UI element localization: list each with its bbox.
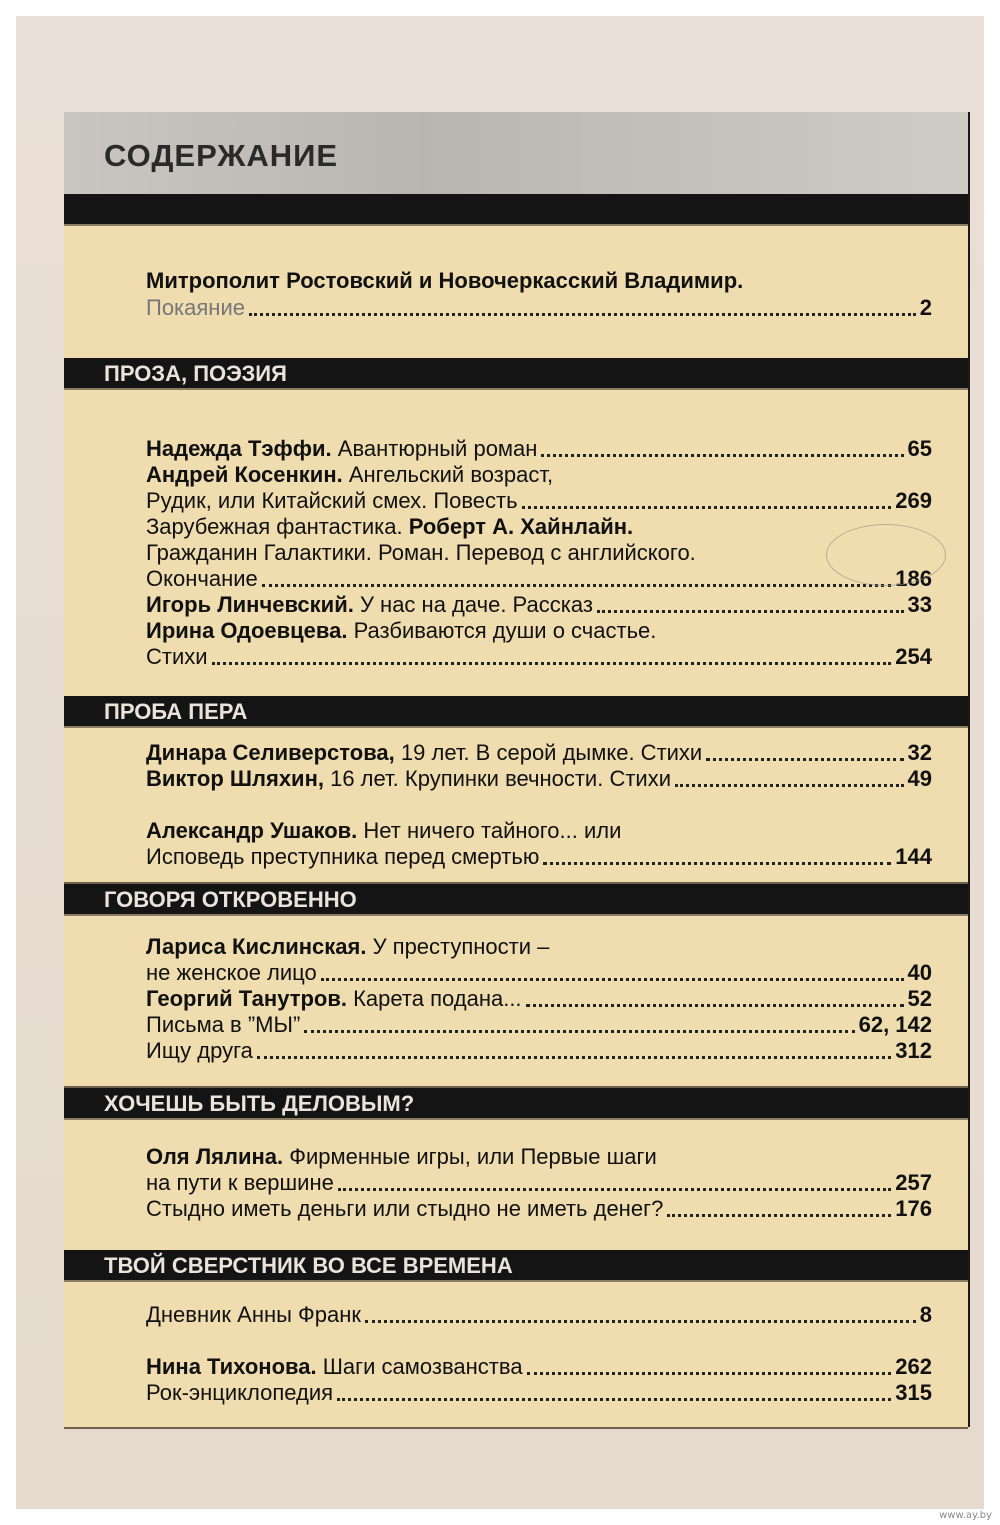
entry-page: 52 [907,986,932,1011]
toc-entry [146,462,932,488]
entry-title: Рудик, или Китайский смех. Повесть [146,488,518,513]
leader-dots [365,1314,916,1323]
toc-entry [146,960,932,986]
entry-page: 62, 142 [858,1012,932,1037]
entry-page: 49 [907,766,932,791]
leader-dots [338,1182,891,1191]
toc-entry [146,740,932,766]
toc-entry [146,934,932,960]
entry-title: Гражданин Галактики. Роман. Перевод с английского. [146,540,696,565]
toc-entry [146,540,932,566]
toc-entry [146,618,932,644]
toc-entry [146,268,932,294]
section-panel [64,726,968,884]
section-heading-text: ТВОЙ СВЕРСТНИК ВО ВСЕ ВРЕМЕНА [104,1253,513,1278]
entry-title: Карета подана... [347,986,522,1011]
entry-title: 16 лет. Крупинки вечности. Стихи [323,766,671,791]
toc-entry [146,1170,932,1196]
entry-author: Александр Ушаков. [146,818,358,843]
toc-entry [146,844,932,870]
entry-title: не женское лицо [146,960,317,985]
entry-page: 40 [907,960,932,985]
entry-title: Ангельский возраст, [342,462,554,487]
toc-entry [146,1012,932,1038]
leader-dots [706,752,903,761]
entry-page: 254 [895,644,932,669]
section-panel [64,1118,968,1252]
entry-title: Стихи [146,644,208,669]
contents-frame [64,112,970,1427]
leader-dots [527,1366,892,1375]
leader-dots [262,578,892,587]
toc-entry [146,1354,932,1380]
section-heading [64,884,968,914]
page-title: СОДЕРЖАНИЕ [104,138,339,173]
entry-page: 8 [919,1302,932,1327]
entry-page: 176 [895,1196,932,1221]
leader-dots [597,604,904,613]
entry-page: 312 [895,1038,932,1063]
section-heading [64,696,968,726]
entry-title: Окончание [146,566,258,591]
leader-dots [304,1024,854,1033]
leader-dots [675,778,904,787]
toc-entry [146,566,932,592]
section-panel [64,914,968,1088]
magazine-page [16,16,984,1509]
toc-entry [146,592,932,618]
entry-title: Исповедь преступника перед смертью [146,844,540,869]
entry-page: 33 [907,592,932,617]
entry-author: Георгий Танутров. [146,986,347,1011]
section-heading-text: ГОВОРЯ ОТКРОВЕННО [104,887,357,912]
entry-title: на пути к вершине [146,1170,334,1195]
entry-title: Стыдно иметь деньги или стыдно не иметь денег? [146,1196,664,1221]
section-heading [64,1088,968,1118]
entry-title: 19 лет. В серой дымке. Стихи [394,740,703,765]
toc-entry [146,1302,932,1328]
toc-entry [146,986,932,1012]
watermark: www.ay.by [939,1510,992,1521]
leader-dots [667,1208,891,1217]
section-panel [64,1280,968,1429]
entry-author: Виктор Шляхин, [146,766,324,791]
entry-title: У преступности – [366,934,550,959]
leader-dots [321,972,904,981]
entry-author: Ирина Одоевцева. [146,618,348,643]
section-heading-text: ХОЧЕШЬ БЫТЬ ДЕЛОВЫМ? [104,1091,415,1116]
toc-entry [146,514,932,540]
entry-author: Надежда Тэффи. [146,436,332,461]
entry-title: Нет ничего тайного... или [357,818,622,843]
toc-entry [146,488,932,514]
pen-circle-mark [826,524,946,586]
leader-dots [249,307,916,316]
title-bar [64,112,968,194]
section-heading-text: ПРОЗА, ПОЭЗИЯ [104,361,287,386]
entry-author: Оля Лялина. [146,1144,284,1169]
leader-dots [541,448,903,457]
entry-page: 2 [919,295,932,320]
intro-panel [64,224,968,360]
entry-title: Зарубежная фантастика. [146,514,409,539]
leader-dots [543,856,891,865]
entry-title: Шаги самозванства [316,1354,523,1379]
entry-title: Рок-энциклопедия [146,1380,334,1405]
entry-title: У нас на даче. Рассказ [353,592,593,617]
entry-author: Игорь Линчевский. [146,592,354,617]
toc-entry [146,1144,932,1170]
toc-entry [146,1038,932,1064]
entry-title: Разбиваются души о счастье. [347,618,657,643]
entry-title: Авантюрный роман [331,436,538,461]
entry-author: Роберт А. Хайнлайн. [408,514,634,539]
entry-title: Письма в ”МЫ” [146,1012,301,1037]
toc-entry [146,766,932,792]
entry-page: 315 [895,1380,932,1405]
leader-dots [337,1392,891,1401]
leader-dots [257,1050,891,1059]
entry-page: 32 [907,740,932,765]
section-heading-text: ПРОБА ПЕРА [104,699,248,724]
entry-page: 144 [895,844,932,869]
entry-author: Андрей Косенкин. [146,462,343,487]
entry-title: Фирменные игры, или Первые шаги [283,1144,657,1169]
entry-author: Динара Селиверстова, [146,740,395,765]
entry-author: Нина Тихонова. [146,1354,317,1379]
toc-entry [146,644,932,670]
toc-entry [146,818,932,844]
leader-dots [212,656,892,665]
entry-page: 186 [895,566,932,591]
entry-title: Дневник Анны Франк [146,1302,362,1327]
toc-entry [146,295,932,321]
leader-dots [522,500,892,509]
entry-title: Ищу друга [146,1038,253,1063]
entry-page: 257 [895,1170,932,1195]
entry-page: 65 [907,436,932,461]
entry-author: Лариса Кислинская. [146,934,367,959]
leader-dots [526,998,904,1007]
entry-title: Покаяние [146,295,245,320]
intro-band [64,194,968,224]
section-heading [64,1250,968,1280]
toc-entry [146,1196,932,1222]
entry-author: Митрополит Ростовский и Новочеркасский Владимир. [146,268,744,293]
toc-entry [146,436,932,462]
section-heading [64,358,968,388]
entry-page: 269 [895,488,932,513]
entry-page: 262 [895,1354,932,1379]
toc-entry [146,1380,932,1406]
